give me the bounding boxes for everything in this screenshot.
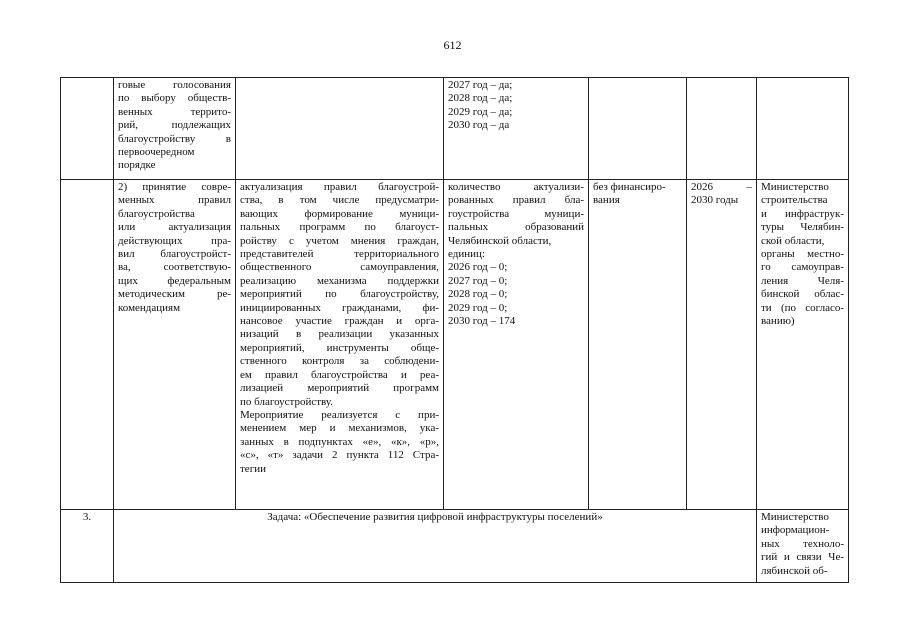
text-line: информацион- xyxy=(761,524,830,537)
text-line: ти (по согласо- xyxy=(761,301,844,314)
text-line: вающих формирование муници- xyxy=(240,207,439,220)
text-line: го самоуправ- xyxy=(761,261,844,274)
text-line: нансовое участие граждан и орга- xyxy=(240,315,439,328)
text-line: 2026 – xyxy=(691,181,752,193)
text-line: 2030 годы xyxy=(691,194,739,207)
text-line: Челябинской области, xyxy=(448,234,552,247)
text-line: по благоустройству. xyxy=(240,395,334,408)
indicator-cell xyxy=(444,78,589,180)
text-line: мероприятий, инструменты обще- xyxy=(240,341,439,354)
text-line: 2029 год – да; xyxy=(448,105,513,118)
text-line: ем правил благоустройства и реа- xyxy=(240,368,439,381)
table-row xyxy=(61,78,849,180)
text-line: вил благоустройст- xyxy=(118,248,231,261)
text-line: мероприятий по благоустройству, xyxy=(240,288,439,301)
text-line: занных в подпунктах «е», «к», «р», xyxy=(240,435,439,448)
activity-description-cell xyxy=(236,180,444,510)
text-line: 2) принятие совре- xyxy=(118,181,231,193)
row-number: 3. xyxy=(82,511,92,523)
text-line: менных правил xyxy=(118,194,231,207)
text-line: строительства xyxy=(761,194,828,207)
text-line: количество актуализи- xyxy=(448,181,584,193)
text-line: 2026 год – 0; xyxy=(448,261,508,274)
task-title: Задача: «Обеспечение развития цифровой инфраструктуры поселений» xyxy=(267,511,603,523)
text-line: туры Челябин- xyxy=(761,221,844,234)
text-line: менением мер и механизмов, ука- xyxy=(240,422,439,435)
text-line: благоустройства xyxy=(118,207,195,220)
text-line: по выбору обществ- xyxy=(118,92,231,105)
text-line: представителей территориального xyxy=(240,248,439,261)
table-row xyxy=(61,510,849,583)
text-line: гий и связи Че- xyxy=(761,551,844,564)
row-number-cell xyxy=(61,510,114,583)
row-number-cell xyxy=(61,78,114,180)
text-line: пальных образований xyxy=(448,221,584,234)
text-line: рованных правил бла- xyxy=(448,194,584,207)
text-line: 2027 год – 0; xyxy=(448,274,508,287)
text-line: 2030 год – 174 xyxy=(448,315,516,328)
text-line: 2028 год – да; xyxy=(448,92,513,105)
text-line: лизацией мероприятий программ xyxy=(240,382,439,395)
text-line: бинской облас- xyxy=(761,288,844,301)
responsible-cell xyxy=(757,78,849,180)
indicator-cell xyxy=(444,180,589,510)
text-line: действующих пра- xyxy=(118,234,231,247)
text-line: и инфраструк- xyxy=(761,207,844,220)
text-line: 2027 год – да; xyxy=(448,79,513,91)
text-line: инициированных гражданами, фи- xyxy=(240,301,439,314)
text-line: без финансиро- xyxy=(593,181,666,193)
text-line: тегии xyxy=(240,462,266,475)
text-line: первоочередном xyxy=(118,146,195,159)
financing-cell xyxy=(589,78,687,180)
text-line: ва, соответствую- xyxy=(118,261,231,274)
text-line: 2029 год – 0; xyxy=(448,301,508,314)
text-line: общественного самоуправления, xyxy=(240,261,439,274)
text-line: ственного контроля за соблюдени- xyxy=(240,355,439,368)
task-cell xyxy=(114,510,757,583)
text-line: щих федеральным xyxy=(118,274,231,287)
text-line: порядке xyxy=(118,159,156,172)
table-row xyxy=(61,180,849,510)
text-line: ской области, xyxy=(761,234,825,247)
text-line: низаций в реализации указанных xyxy=(240,328,439,341)
activity-name-cell xyxy=(114,180,236,510)
activity-description-cell xyxy=(236,78,444,180)
period-cell xyxy=(687,180,757,510)
text-line: реализацию механизма поддержки xyxy=(240,274,439,287)
text-line: единиц: xyxy=(448,248,485,261)
text-line: ванию) xyxy=(761,315,795,328)
text-line: вания xyxy=(593,194,620,207)
financing-cell xyxy=(589,180,687,510)
text-line: органы местно- xyxy=(761,248,844,261)
text-line: пальных программ по благоуст- xyxy=(240,221,439,234)
text-line: рий, подлежащих xyxy=(118,119,231,132)
text-line: Мероприятие реализуется с при- xyxy=(240,408,439,421)
text-line: или актуализация xyxy=(118,221,231,234)
text-line: ства, в том числе предусматри- xyxy=(240,194,439,207)
text-line: 2030 год – да xyxy=(448,119,510,132)
text-line: методическим ре- xyxy=(118,288,231,301)
text-line: благоустройству в xyxy=(118,132,231,145)
text-line: «с», «т» задачи 2 пункта 112 Стра- xyxy=(240,449,439,462)
text-line: актуализация правил благоустрой- xyxy=(240,181,439,193)
text-line: Министерство xyxy=(761,181,829,193)
row-number-cell xyxy=(61,180,114,510)
activity-name-cell xyxy=(114,78,236,180)
text-line: ления Челя- xyxy=(761,274,844,287)
activities-table xyxy=(60,77,849,583)
text-line: 2028 год – 0; xyxy=(448,288,508,301)
page-number: 612 xyxy=(443,38,462,52)
text-line: Министерство xyxy=(761,511,829,523)
text-line: венных террито- xyxy=(118,105,231,118)
text-line: ных техноло- xyxy=(761,537,844,550)
text-line: ройству с учетом мнения граждан, xyxy=(240,234,439,247)
responsible-cell xyxy=(757,510,849,583)
period-cell xyxy=(687,78,757,180)
responsible-cell xyxy=(757,180,849,510)
text-line: лябинской об- xyxy=(761,564,828,577)
text-line: комендациям xyxy=(118,301,181,314)
text-line: гоустройства муници- xyxy=(448,207,584,220)
text-line: говые голосования xyxy=(118,79,231,91)
